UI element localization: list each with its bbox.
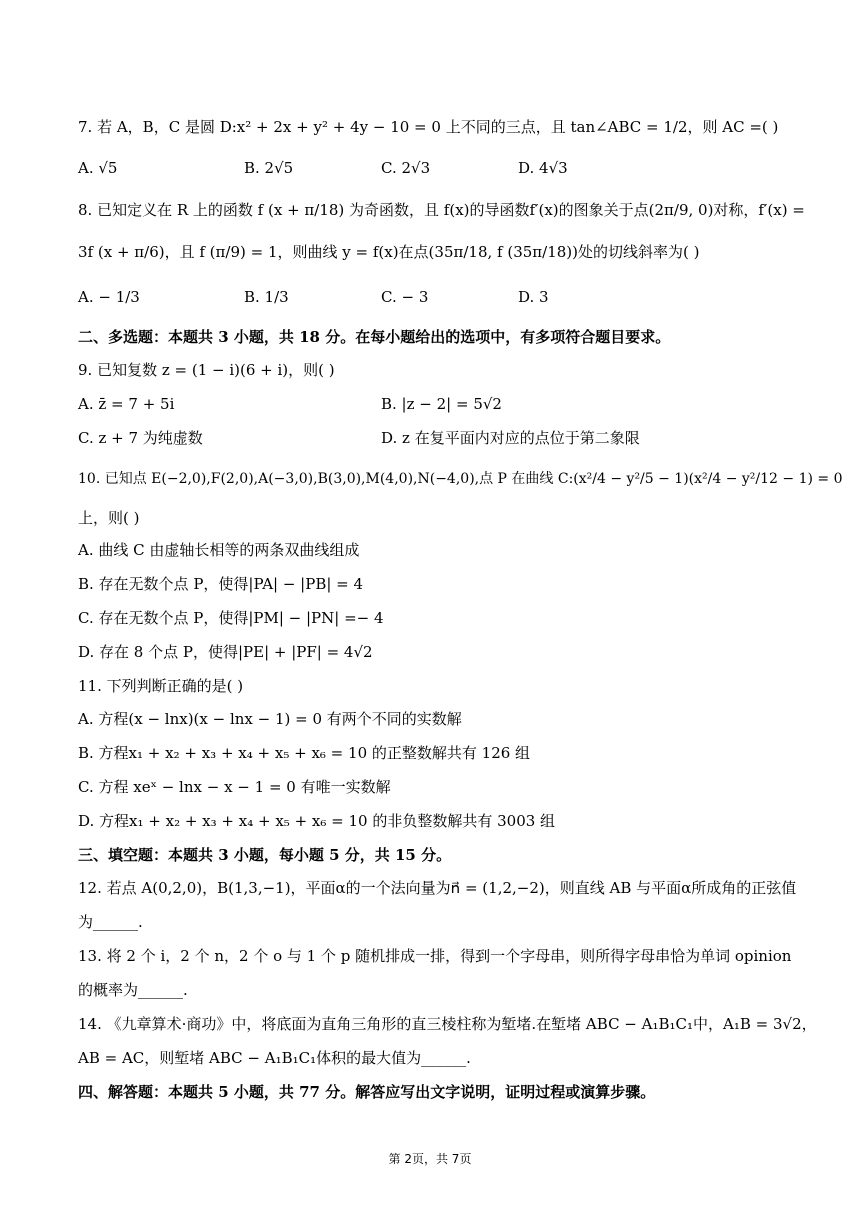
q10-line2: 上，则( )	[78, 509, 140, 527]
q7-option-c: C. 2√3	[381, 159, 431, 177]
q13-line2: 的概率为______.	[78, 981, 188, 999]
q9-stem: 9. 已知复数 z = (1 − i)(6 + i)，则( )	[78, 361, 335, 379]
q9-option-d: D. z 在复平面内对应的点位于第二象限	[381, 429, 640, 447]
q12-line1: 12. 若点 A(0,2,0)，B(1,3,−1)，平面α的一个法向量为n⃗ = (1,2,−2)，则直线 AB 与平面α所成角的正弦值	[78, 879, 797, 897]
q8-line1: 8. 已知定义在 R 上的函数 f (x + π/18) 为奇函数，且 f(x)的导函数f′(x)的图象关于点(2π/9, 0)对称，f′(x) =	[78, 201, 805, 219]
q8-option-a: A. − 1/3	[78, 288, 140, 306]
q10-option-c: C. 存在无数个点 P，使得|PM| − |PN| =− 4	[78, 609, 384, 627]
q11-option-c: C. 方程 xeˣ − lnx − x − 1 = 0 有唯一实数解	[78, 778, 391, 796]
q12-line2: 为______.	[78, 913, 143, 931]
q14-line2: AB = AC，则堑堵 ABC − A₁B₁C₁体积的最大值为______.	[78, 1049, 471, 1067]
q7-stem: 7. 若 A，B，C 是圆 D:x² + 2x + y² + 4y − 10 = 0 上不同的三点，且 tan∠ABC = 1/2，则 AC =( )	[78, 118, 779, 136]
q11-option-a: A. 方程(x − lnx)(x − lnx − 1) = 0 有两个不同的实数解	[78, 710, 462, 728]
q9-option-a: A. z̄ = 7 + 5i	[78, 395, 175, 413]
q11-option-d: D. 方程x₁ + x₂ + x₃ + x₄ + x₅ + x₆ = 10 的非负整数解共有 3003 组	[78, 812, 556, 830]
section-2-heading: 二、多选题：本题共 3 小题，共 18 分。在每小题给出的选项中，有多项符合题目要求。	[78, 328, 671, 346]
q7-option-a: A. √5	[78, 159, 118, 177]
q8-option-b: B. 1/3	[244, 288, 289, 306]
q14-line1: 14. 《九章算术·商功》中，将底面为直角三角形的直三棱柱称为堑堵.在堑堵 ABC − A₁B₁C₁中，A₁B = 3√2，	[78, 1015, 817, 1033]
q7-option-d: D. 4√3	[518, 159, 568, 177]
q10-option-b: B. 存在无数个点 P，使得|PA| − |PB| = 4	[78, 575, 364, 593]
q10-option-d: D. 存在 8 个点 P，使得|PE| + |PF| = 4√2	[78, 643, 373, 661]
section-3-heading: 三、填空题：本题共 3 小题，每小题 5 分，共 15 分。	[78, 846, 452, 864]
section-4-heading: 四、解答题：本题共 5 小题，共 77 分。解答应写出文字说明，证明过程或演算步骤。	[78, 1083, 656, 1101]
q9-option-c: C. z + 7 为纯虚数	[78, 429, 203, 447]
q8-line2: 3f (x + π/6)，且 f (π/9) = 1，则曲线 y = f(x)在点(35π/18, f (35π/18))处的切线斜率为( )	[78, 243, 700, 261]
q10-line1: 10. 已知点 E(−2,0),F(2,0),A(−3,0),B(3,0),M(4,0),N(−4,0),点 P 在曲线 C:(x²/4 − y²/5 − 1)(x²/4 − y²/12 − 1) = 0	[78, 471, 843, 487]
q13-line1: 13. 将 2 个 i，2 个 n，2 个 o 与 1 个 p 随机排成一排，得到一个字母串，则所得字母串恰为单词 opinion	[78, 947, 792, 965]
q8-option-c: C. − 3	[381, 288, 429, 306]
page-footer: 第 2页，共 7页	[388, 1152, 472, 1166]
q7-option-b: B. 2√5	[244, 159, 294, 177]
q9-option-b: B. |z − 2| = 5√2	[381, 395, 502, 413]
q8-option-d: D. 3	[518, 288, 549, 306]
q11-option-b: B. 方程x₁ + x₂ + x₃ + x₄ + x₅ + x₆ = 10 的正整数解共有 126 组	[78, 744, 531, 762]
q11-stem: 11. 下列判断正确的是( )	[78, 677, 244, 695]
q10-option-a: A. 曲线 C 由虚轴长相等的两条双曲线组成	[78, 541, 360, 559]
